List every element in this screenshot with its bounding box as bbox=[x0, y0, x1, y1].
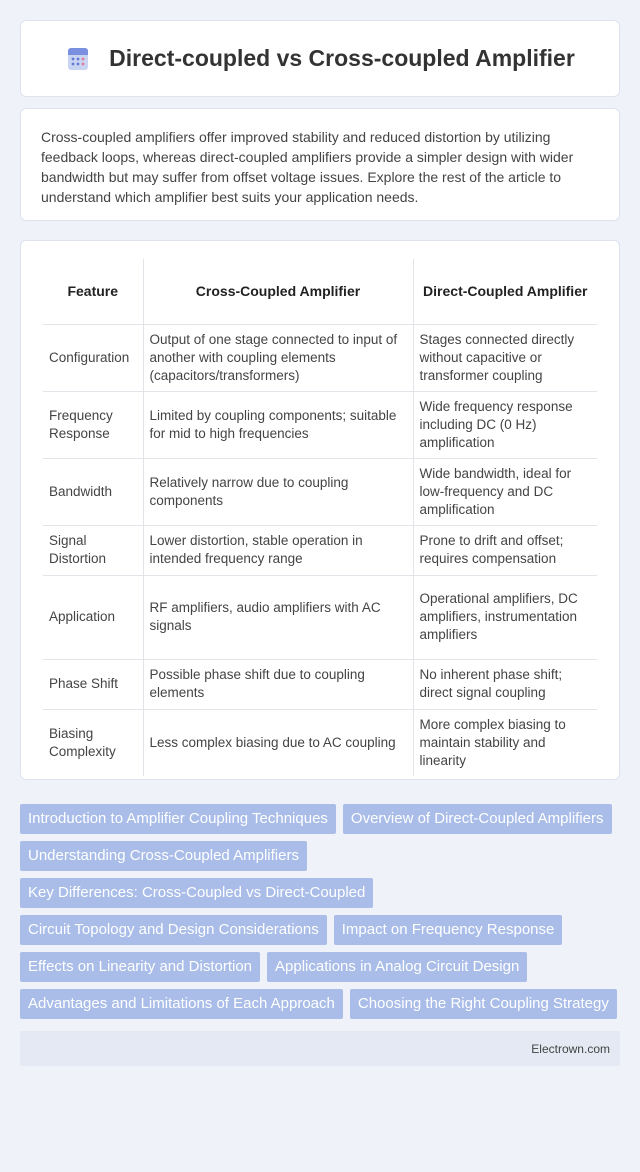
table-cell: Operational amplifiers, DC amplifiers, instrumentation amplifiers bbox=[413, 575, 597, 659]
topic-link[interactable]: Overview of Direct-Coupled Amplifiers bbox=[343, 804, 612, 834]
table-cell: Limited by coupling components; suitable for mid to high frequencies bbox=[143, 391, 413, 458]
topic-link[interactable]: Impact on Frequency Response bbox=[334, 915, 563, 945]
table-cell: Wide bandwidth, ideal for low-frequency and DC amplification bbox=[413, 458, 597, 525]
table-row bbox=[43, 391, 597, 458]
table-cell: Signal Distortion bbox=[43, 525, 143, 575]
table-cell: Phase Shift bbox=[43, 659, 143, 709]
footer-site[interactable]: Electrown.com bbox=[531, 1041, 610, 1056]
table-row bbox=[43, 659, 597, 709]
table-cell: Stages connected directly without capacitive or transformer coupling bbox=[413, 324, 597, 391]
topic-link[interactable]: Advantages and Limitations of Each Approach bbox=[20, 989, 343, 1019]
topic-link[interactable]: Applications in Analog Circuit Design bbox=[267, 952, 527, 982]
table-cell: Output of one stage connected to input of another with coupling elements (capacitors/transformers) bbox=[143, 324, 413, 391]
topic-link[interactable]: Circuit Topology and Design Considerations bbox=[20, 915, 327, 945]
comparison-table-card bbox=[20, 240, 620, 780]
table-cell: More complex biasing to maintain stability and linearity bbox=[413, 709, 597, 776]
topic-link[interactable]: Understanding Cross-Coupled Amplifiers bbox=[20, 841, 307, 871]
header bbox=[20, 20, 620, 97]
table-cell: Bandwidth bbox=[43, 458, 143, 525]
table-row bbox=[43, 575, 597, 659]
table-header-row bbox=[43, 259, 597, 324]
table-cell: Lower distortion, stable operation in intended frequency range bbox=[143, 525, 413, 575]
table-cell: Application bbox=[43, 575, 143, 659]
table-cell: RF amplifiers, audio amplifiers with AC signals bbox=[143, 575, 413, 659]
table-cell: Frequency Response bbox=[43, 391, 143, 458]
table-row bbox=[43, 458, 597, 525]
calculator-icon bbox=[65, 46, 91, 72]
page-title: Direct-coupled vs Cross-coupled Amplifier bbox=[109, 45, 575, 71]
topic-link[interactable]: Introduction to Amplifier Coupling Techniques bbox=[20, 804, 336, 834]
topic-link[interactable]: Key Differences: Cross-Coupled vs Direct-Coupled bbox=[20, 878, 373, 908]
topic-link[interactable]: Choosing the Right Coupling Strategy bbox=[350, 989, 617, 1019]
table-row bbox=[43, 324, 597, 391]
intro-card bbox=[20, 108, 620, 221]
topic-link[interactable]: Effects on Linearity and Distortion bbox=[20, 952, 260, 982]
table-cell: Possible phase shift due to coupling elements bbox=[143, 659, 413, 709]
table-row bbox=[43, 525, 597, 575]
table-header-cell: Direct-Coupled Amplifier bbox=[413, 259, 597, 324]
table-row bbox=[43, 709, 597, 776]
table-cell: Wide frequency response including DC (0 Hz) amplification bbox=[413, 391, 597, 458]
table-header-cell: Feature bbox=[67, 282, 119, 299]
topic-tags bbox=[20, 804, 620, 1019]
comparison-table bbox=[43, 259, 597, 776]
intro-text: Cross-coupled amplifiers offer improved stability and reduced distortion by utilizing feedback loops, whereas direct-coupled amplifiers provide a simpler design with wider bandwidth but may suffer from offset voltage issues. Explore the rest of the article to understand which amplifier best suits your application needs. bbox=[41, 129, 574, 205]
table-header-cell: Cross-Coupled Amplifier bbox=[143, 259, 413, 324]
footer bbox=[20, 1031, 620, 1066]
table-cell: Configuration bbox=[43, 324, 143, 391]
table-cell: Prone to drift and offset; requires compensation bbox=[413, 525, 597, 575]
table-cell: Biasing Complexity bbox=[43, 709, 143, 776]
table-cell: Relatively narrow due to coupling components bbox=[143, 458, 413, 525]
table-cell: Less complex biasing due to AC coupling bbox=[143, 709, 413, 776]
table-cell: No inherent phase shift; direct signal coupling bbox=[413, 659, 597, 709]
